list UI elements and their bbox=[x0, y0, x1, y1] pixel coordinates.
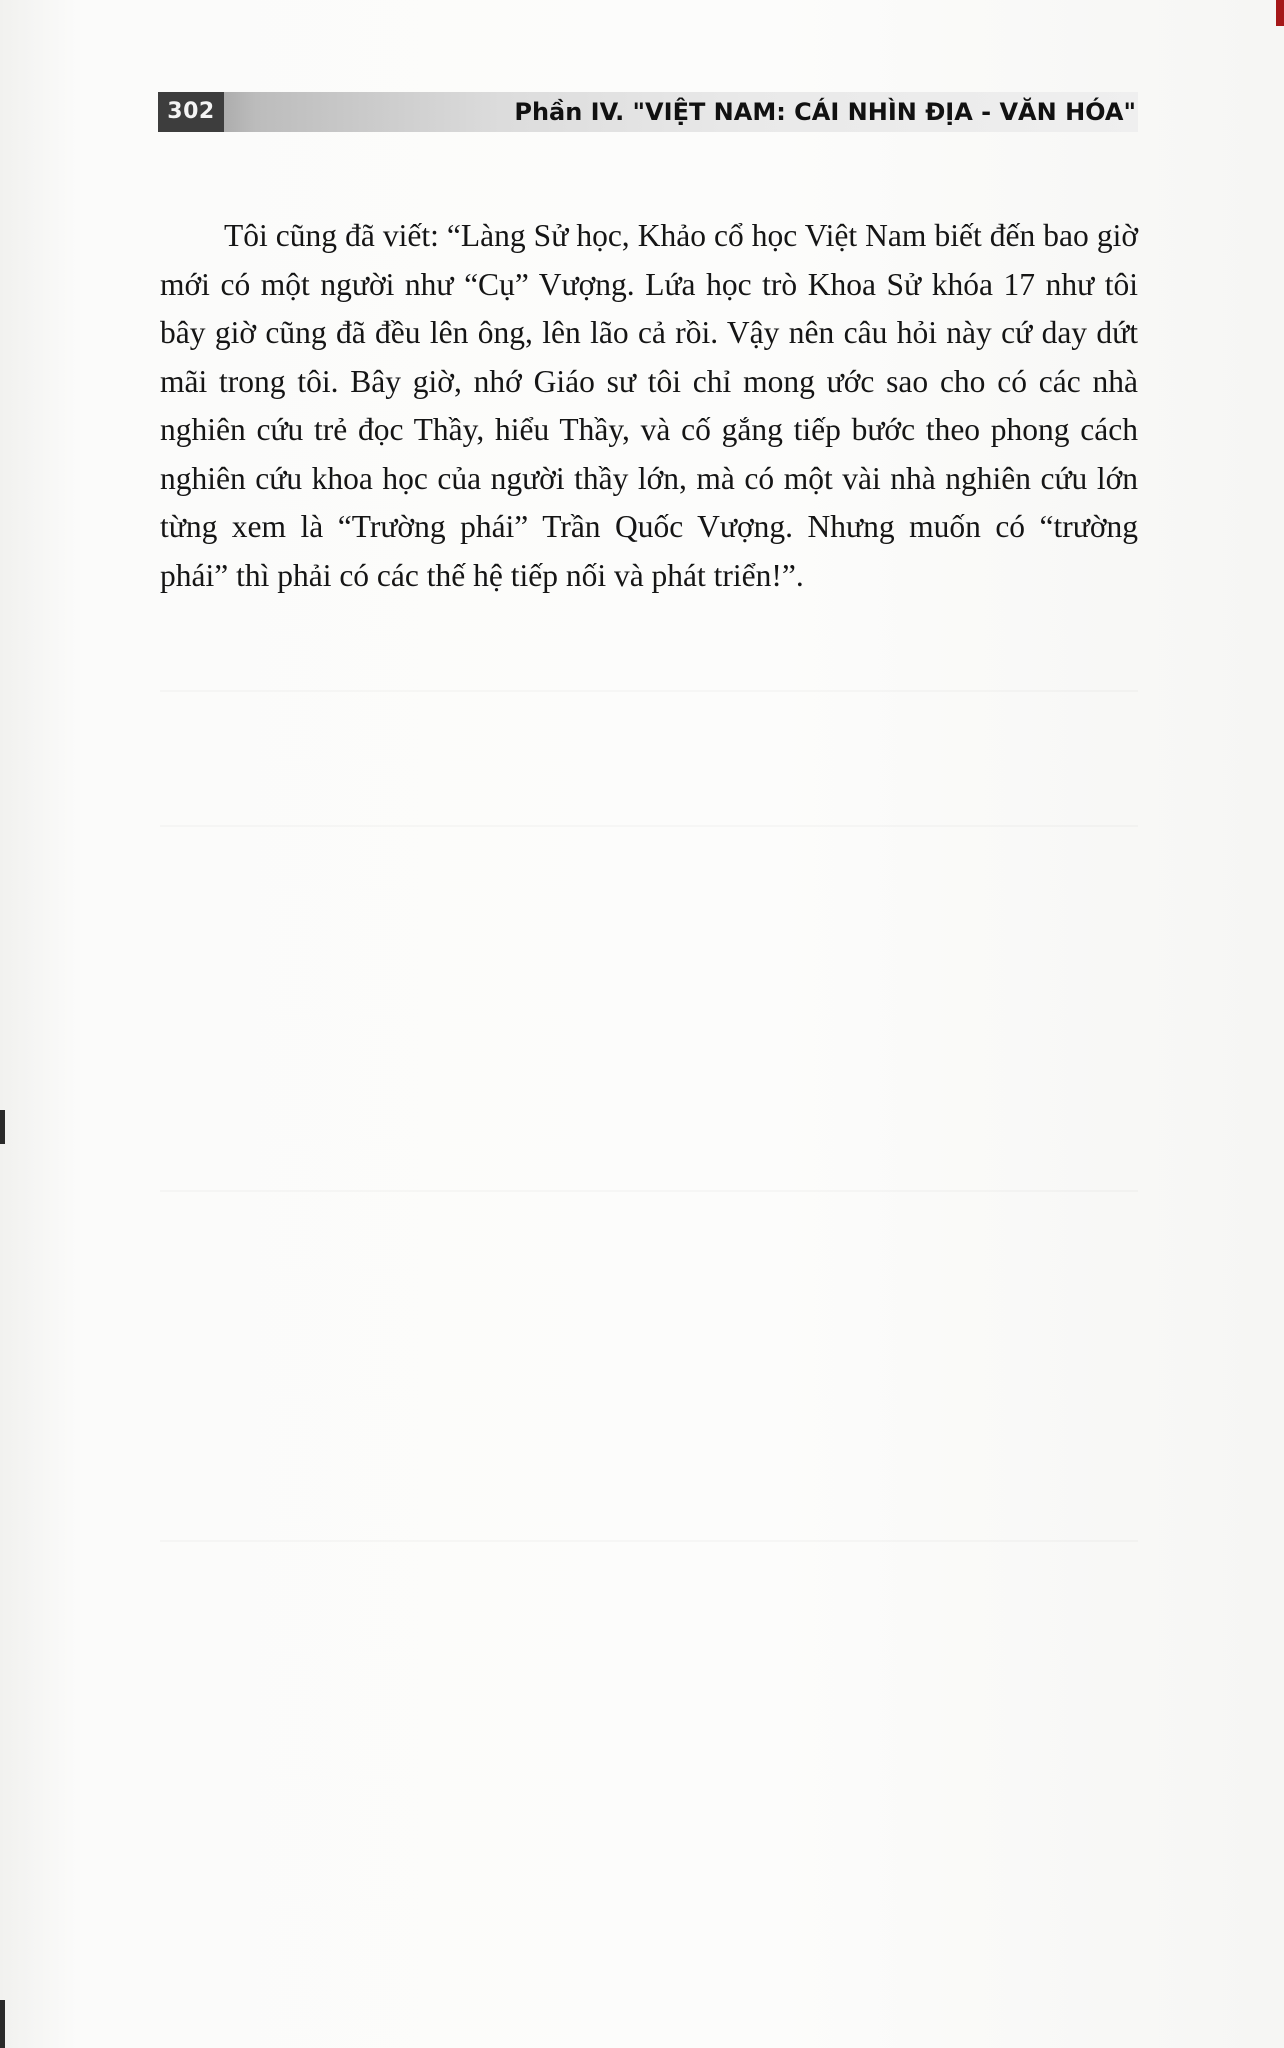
show-through-line bbox=[160, 1190, 1138, 1192]
show-through-line bbox=[160, 825, 1138, 827]
body-text bbox=[160, 212, 1138, 600]
page-corner-mark bbox=[1276, 0, 1284, 26]
page-edge-mark-bottom bbox=[0, 2000, 5, 2048]
page-number: 302 bbox=[167, 99, 215, 124]
running-title: Phần IV. "VIỆT NAM: CÁI NHÌN ĐỊA - VĂN HÓA" bbox=[514, 98, 1136, 126]
page-edge-mark bbox=[0, 1110, 5, 1144]
paragraph: Tôi cũng đã viết: “Làng Sử học, Khảo cổ học Việt Nam biết đến bao giờ mới có một người như “Cụ” Vượng. Lứa học trò Khoa Sử khóa 17 như tôi bây giờ cũng đã đều lên ông, lên lão cả rồi. Vậy nên câu hỏi này cứ day dứt mãi trong tôi. Bây giờ, nhớ Giáo sư tôi chỉ mong ước sao cho có các nhà nghiên cứu trẻ đọc Thầy, hiểu Thầy, và cố gắng tiếp bước theo phong cách nghiên cứu khoa học của người thầy lớn, mà có một vài nhà nghiên cứu lớn từng xem là “Trường phái” Trần Quốc Vượng. Nhưng muốn có “trường phái” thì phải có các thế hệ tiếp nối và phát triển!”. bbox=[160, 218, 1138, 593]
page-header bbox=[158, 92, 1138, 132]
show-through-line bbox=[160, 1540, 1138, 1542]
page-number-box bbox=[158, 92, 224, 132]
show-through-line bbox=[160, 690, 1138, 692]
